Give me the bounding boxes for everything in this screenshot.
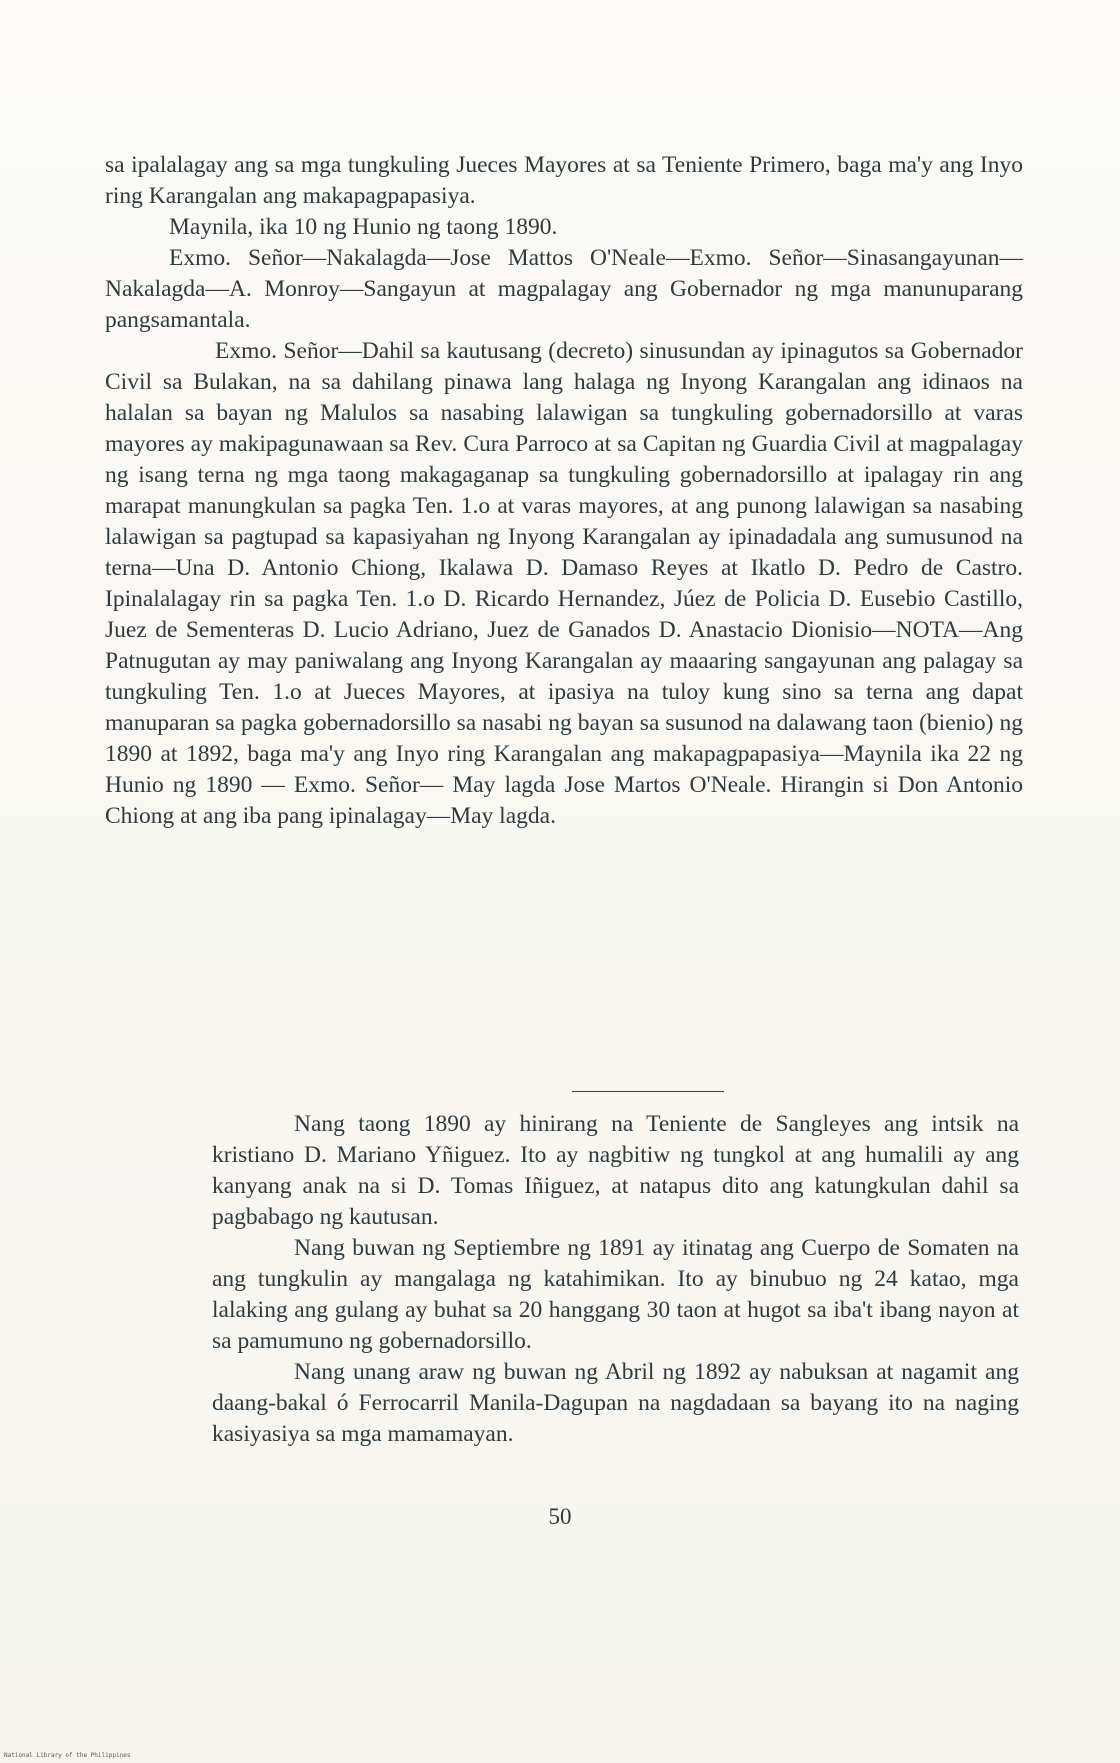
page-number: 50: [548, 1504, 572, 1529]
paragraph: Nang unang araw ng buwan ng Abril ng 1892 ay nabuksan at nagamit ang daang-bakal ó Ferrocarril Manila-Dagupan na nagdadaan sa bayang ito na naging kasiyasiya sa mga mamamayan.: [212, 1359, 1019, 1447]
library-credit: National Library of the Philippines: [4, 1752, 131, 1759]
paragraph: Maynila, ika 10 ng Hunio ng taong 1890.: [169, 214, 558, 240]
body-text-section-2: [212, 1109, 1019, 1450]
paragraph: Nang buwan ng Septiembre ng 1891 ay itinatag ang Cuerpo de Somaten na ang tungkulin ay mangalaga ng katahimikan. Ito ay binubuo ng 24 katao, mga lalaking ang gulang ay buhat sa 20 hanggang 30 taon at hugot sa iba't ibang nayon at sa pamumuno ng gobernadorsillo.: [212, 1235, 1019, 1354]
section-divider: [572, 1091, 724, 1092]
paragraph: Exmo. Señor—Nakalagda—Jose Mattos O'Neale—Exmo. Señor—Sinasangayunan—Nakalagda—A. Monroy—Sangayun at magpalagay ang Gobernador ng mga manunuparang pangsamantala.: [105, 245, 1023, 333]
paragraph: Exmo. Señor—Dahil sa kautusang (decreto) sinusundan ay ipinagutos sa Gobernador Civil sa Bulakan, na sa dahilang pinawa lang halaga ng Inyong Karangalan ang idinaos na halalan sa bayan ng Malulos sa nasabing lalawigan sa tungkuling gobernadorsillo at varas mayores ay makipagunawaan sa Rev. Cura Parroco at sa Capitan ng Guardia Civil at magpalagay ng isang terna ng mga taong makagaganap sa tungkuling gobernadorsillo at ipalagay rin ang marapat manungkulan sa pagka Ten. 1.o at varas mayores, at ang punong lalawigan sa nasabing lalawigan sa pagtupad sa kapasiyahan ng Inyong Karangalan ay ipinadadala ang sumusunod na terna—Una D. Antonio Chiong, Ikalawa D. Damaso Reyes at Ikatlo D. Pedro de Castro. Ipinalalagay rin sa pagka Ten. 1.o D. Ricardo Hernandez, Júez de Policia D. Eusebio Castillo, Juez de Sementeras D. Lucio Adriano, Juez de Ganados D. Anastacio Dionisio—NOTA—Ang Patnugutan ay may paniwalang ang Inyong Karangalan ay maaaring sangayunan ang palagay sa tungkuling Ten. 1.o at Jueces Mayores, at ipasiya na tuloy kung sino sa terna ang dapat manuparan sa pagka gobernadorsillo sa nasabi ng bayan sa susunod na dalawang taon (bienio) ng 1890 at 1892, baga ma'y ang Inyo ring Karangalan ang makapagpapasiya—Maynila ika 22 ng Hunio ng 1890 — Exmo. Señor— May lagda Jose Martos O'Neale. Hirangin si Don Antonio Chiong at ang iba pang ipinalagay—May lagda.: [105, 338, 1023, 829]
body-text: [105, 150, 1023, 832]
paragraph: Nang taong 1890 ay hinirang na Teniente de Sangleyes ang intsik na kristiano D. Mariano Yñiguez. Ito ay nagbitiw ng tungkol at ang humalili ay ang kanyang anak na si D. Tomas Iñiguez, at natapus dito ang katungkulan dahil sa pagbabago ng kautusan.: [212, 1111, 1019, 1230]
paragraph: sa ipalalagay ang sa mga tungkuling Jueces Mayores at sa Teniente Primero, baga ma'y ang Inyo ring Karangalan ang makapagpapasiya.: [105, 152, 1023, 209]
